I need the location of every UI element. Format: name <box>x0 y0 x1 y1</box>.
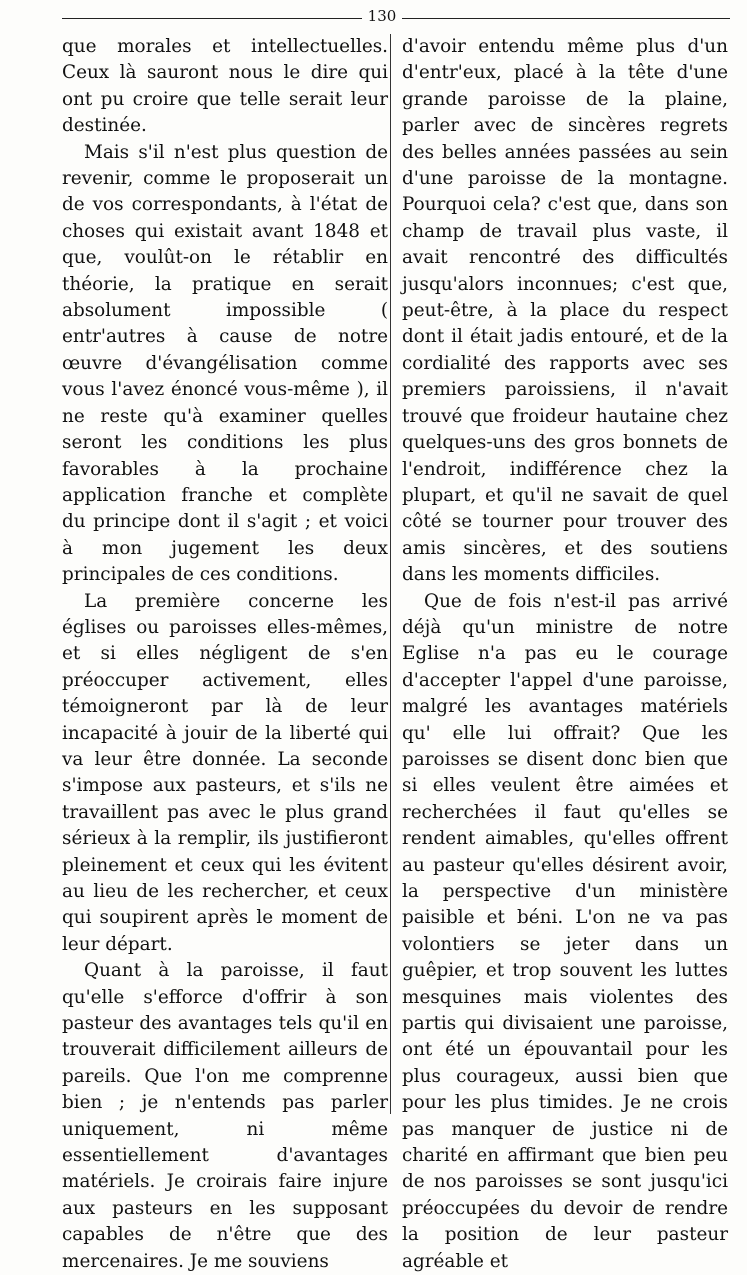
column-divider <box>390 34 391 1114</box>
paragraph: La première concerne les églises ou paroisses elles-mêmes, et si elles négligent de s'en préoccuper activement, elles témoigneront par là de leur incapacité à jouir de la liberté qui va leur être donnée. La seconde s'impose aux pasteurs, et s'ils ne travaillent pas avec le plus grand sérieux à la remplir, ils justifieront pleinement et ceux qui les évitent au lieu de les rechercher, et ceux qui soupirent après le moment de leur départ. <box>62 590 388 955</box>
header-rule-left <box>62 18 362 19</box>
paragraph: Que de fois n'est-il pas arrivé déjà qu'un ministre de notre Eglise n'a pas eu le courage d'accepter l'appel d'une paroisse, malgré les avantages matériels qu' elle lui offrait? Que les paroisses se disent donc bien que si elles veulent être aimées et recherchées il faut qu'elles se rendent aimables, qu'elles offrent au pasteur qu'elles désirent avoir, la perspective d'un ministère paisible et béni. L'on ne va pas volontiers se jeter dans un guêpier, et trop souvent les luttes mesquines mais violentes des partis qui divisaient une paroisse, ont été un épouvantail pour les plus courageux, aussi bien que pour les plus timides. Je ne crois pas manquer de justice ni de charité en affirmant que bien peu de nos paroisses se sont jusqu'ici préoccupées du devoir de rendre la position de leur pasteur agréable et <box>402 590 728 1272</box>
paragraph: Mais s'il n'est plus question de revenir, comme le proposerait un de vos correspondants, à l'état de choses qui existait avant 1848 et que, voulût-on le rétablir en théorie, la pratique en serait absolument impossible ( entr'autres à cause de notre œuvre d'évangélisation comme vous l'avez énoncé vous-même ), il ne reste qu'à examiner quelles seront les conditions les plus favorables à la prochaine application franche et complète du principe dont il s'agit ; et voici à mon jugement les deux principales de ces conditions. <box>62 141 388 586</box>
paragraph: Quant à la paroisse, il faut qu'elle s'efforce d'offrir à son pasteur des avantages tels qu'il en trouverait difficilement ailleurs de pareils. Que l'on me comprenne bien ; je n'entends pas parler uniquement, ni même essentiellement d'avantages matériels. Je croirais faire injure aux pasteurs en les supposant capables de n'être que des mercenaires. Je me souviens <box>62 960 388 1272</box>
header-rule-right <box>402 18 730 19</box>
paragraph: que morales et intellectuelles. Ceux là sauront nous le dire qui ont pu croire que telle serait leur destinée. <box>62 36 388 137</box>
right-column <box>402 34 728 1275</box>
paragraph: d'avoir entendu même plus d'un d'entr'eux, placé à la tête d'une grande paroisse de la plaine, parler avec de sincères regrets des belles années passées au sein d'une paroisse de la montagne. Pourquoi cela? c'est que, dans son champ de travail plus vaste, il avait rencontré des difficultés jusqu'alors inconnues; c'est que, peut-être, à la place du respect dont il était jadis entouré, et de la cordialité des rapports avec ses premiers paroissiens, il n'avait trouvé que froideur hautaine chez quelques-uns des gros bonnets de l'endroit, indifférence chez la plupart, et qu'il ne savait de quel côté se tourner pour trouver des amis sincères, et des soutiens dans les moments difficiles. <box>402 36 728 586</box>
left-column <box>62 34 388 1275</box>
page-number: 130 <box>367 7 397 25</box>
page-header <box>62 6 730 26</box>
